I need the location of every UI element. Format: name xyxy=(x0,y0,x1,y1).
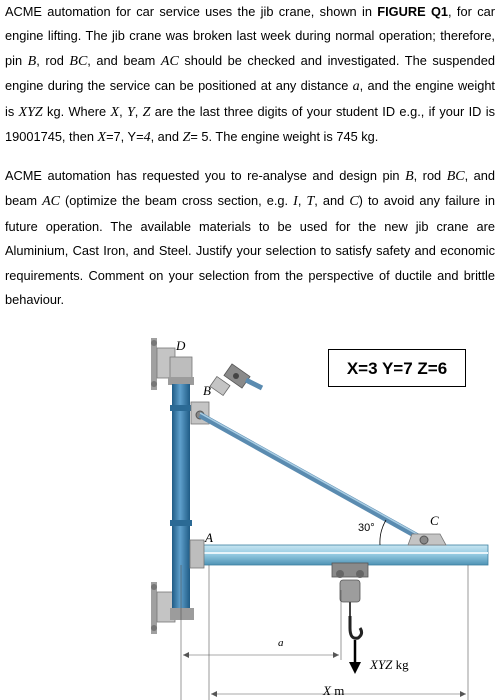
label-b: B xyxy=(203,383,211,398)
beam-ac xyxy=(190,545,488,565)
column-base xyxy=(170,608,194,620)
angle-arc xyxy=(380,520,386,545)
column-ring-upper xyxy=(170,405,192,411)
problem-paragraph-2: ACME automation has requested you to re-analyse and design pin B, rod BC, and beam AC (optimize the beam cross section, e.g. I, T, and C) to avoid any failure in future operation. The available materials to be used for the new jib crane are Aluminium, Cast Iron, and Steel. Justify your selection to satisfy safety and economic requirements. Comment on your selection from the perspective of ductile and brittle behaviour. xyxy=(5,168,495,308)
rod-bc-highlight xyxy=(200,413,424,538)
student-values-box: X=3 Y=7 Z=6 xyxy=(328,349,466,387)
pin-c-bracket xyxy=(408,534,446,545)
figure-reference: FIGURE Q1 xyxy=(377,4,449,19)
column-collar xyxy=(168,377,194,385)
label-c: C xyxy=(430,513,439,528)
column-top-cap xyxy=(170,357,192,379)
beam-ac-flange xyxy=(190,552,488,554)
column-ring-lower xyxy=(170,520,192,526)
span-label: X m xyxy=(323,683,345,698)
angle-label: 30° xyxy=(358,522,375,534)
weight-label: XYZ kg xyxy=(370,657,409,672)
label-d: D xyxy=(176,338,186,353)
label-a: A xyxy=(205,530,213,545)
hook-icon xyxy=(350,616,362,638)
rod-bc xyxy=(200,415,424,540)
label-dim-a: a xyxy=(278,637,284,649)
load-arrowhead xyxy=(349,662,361,674)
problem-paragraph-1: ACME automation for car service uses the jib crane, shown in FIGURE Q1, for car engine lifting. The jib crane was broken last week during normal operation; therefore, pin B, rod BC, and beam AC should be checked and investigated. The suspended engine during the service can be positioned at any distance a, and the engine weight is XYZ kg. Where X, Y, Z are the last three digits of your student ID e.g., if your ID is 19001745, then X=7, Y=4, and Z= 5. The engine weight is 745 kg. xyxy=(5,4,495,146)
rod-end-detail xyxy=(210,364,262,396)
hoist-trolley xyxy=(332,563,368,616)
pin-a-bracket xyxy=(190,540,204,568)
